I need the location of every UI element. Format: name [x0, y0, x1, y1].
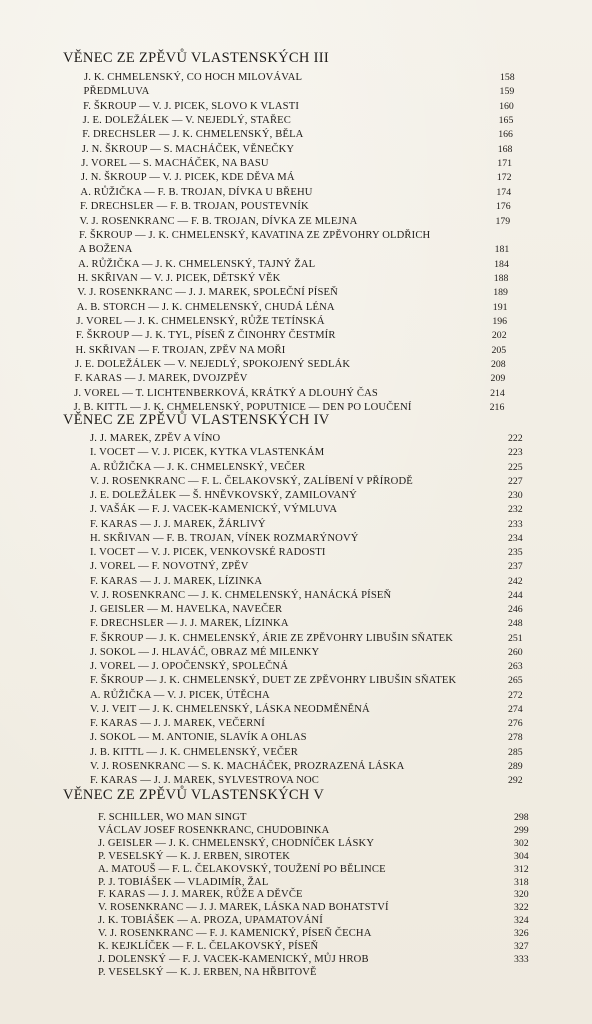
entry-title: P. VESELSKÝ — K. J. ERBEN, NA HŘBITOVĚ [98, 966, 317, 978]
toc-entry [0, 301, 592, 314]
section-title: VĚNEC ZE ZPĚVŮ VLASTENSKÝCH III [63, 50, 329, 66]
entry-title: V. J. ROSENKRANC — F. B. TROJAN, DÍVKA ZE MLEJNA [79, 215, 358, 227]
toc-entry [0, 940, 592, 953]
toc-entry [0, 200, 592, 213]
entry-title: F. KARAS — J. J. MAREK, ŽÁRLIVÝ [90, 518, 266, 530]
toc-entry [0, 760, 592, 773]
entry-page-number: 176 [495, 201, 511, 213]
entry-title: H. SKŘIVAN — F. TROJAN, ZPĚV NA MOŘI [75, 344, 286, 356]
entry-page-number: 158 [500, 72, 515, 83]
entry-page-number: 265 [508, 675, 523, 687]
entry-page-number: 159 [499, 86, 515, 98]
entry-page-number: 227 [508, 475, 523, 487]
entry-page-number: 274 [508, 703, 523, 715]
toc-entry [0, 617, 592, 630]
entry-page-number: 246 [508, 604, 523, 615]
entry-page-number: 322 [514, 902, 529, 914]
toc-entry [0, 603, 592, 616]
entry-title: F. KARAS — J. J. MAREK, VEČERNÍ [90, 718, 265, 729]
toc-entry [0, 546, 592, 559]
toc-entry [0, 532, 592, 545]
toc-entry [0, 966, 592, 979]
entry-title: J. VOREL — T. LICHTENBERKOVÁ, KRÁTKÝ A DLOUHÝ ČAS [74, 387, 378, 399]
entry-page-number: 327 [514, 941, 529, 952]
entry-title: V. ROSENKRANC — J. J. MAREK, LÁSKA NAD BOHATSTVÍ [98, 902, 389, 914]
toc-entry [0, 660, 592, 673]
entry-title: V. J. VEIT — J. K. CHMELENSKÝ, LÁSKA NEODMĚNĚNÁ [90, 703, 370, 715]
entry-page-number: 324 [514, 915, 529, 927]
entry-title: J. E. DOLEŽÁLEK — V. NEJEDLÝ, STAŘEC [82, 115, 292, 127]
entry-page-number: 234 [508, 532, 523, 544]
entry-title: J. VOREL — S. MACHÁČEK, NA BASU [81, 158, 269, 170]
entry-title: F. KARAS — J. J. MAREK, LÍZINKA [90, 575, 263, 587]
entry-page-number: 166 [498, 129, 513, 141]
entry-title: V. J. ROSENKRANC — J. K. CHMELENSKÝ, HANÁCKÁ PÍSEŇ [90, 589, 392, 601]
entry-title: H. SKŘIVAN — V. J. PICEK, DĚTSKÝ VĚK [77, 272, 281, 284]
entry-page-number: 196 [492, 315, 508, 327]
entry-title: J. J. MAREK, ZPĚV A VÍNO [90, 433, 221, 444]
toc-entry [0, 358, 592, 371]
toc-entry [0, 927, 592, 940]
entry-page-number: 208 [491, 359, 506, 370]
toc-entry [0, 731, 592, 744]
entry-title: J. GEISLER — M. HAVELKA, NAVEČER [90, 604, 283, 615]
entry-title: J. N. ŠKROUP — S. MACHÁČEK, VĚNEČKY [81, 143, 295, 155]
toc-entry [0, 953, 592, 966]
toc-entry [0, 432, 592, 445]
toc-entry [0, 272, 592, 285]
toc-entry [0, 589, 592, 602]
entry-page-number: 214 [490, 387, 505, 399]
entry-page-number: 189 [493, 287, 508, 299]
toc-entry [0, 186, 592, 199]
entry-page-number: 216 [489, 402, 505, 414]
entry-title: F. ŠKROUP — J. K. TYL, PÍSEŇ Z ČINOHRY ČESTMÍR [75, 330, 336, 342]
toc-entry [0, 674, 592, 687]
entry-page-number: 333 [514, 953, 529, 965]
toc-entry [0, 258, 592, 271]
entry-page-number: 230 [508, 490, 523, 501]
entry-page-number: 237 [508, 561, 523, 573]
entry-page-number: 276 [508, 718, 523, 729]
toc-entry [0, 85, 592, 98]
section-title: VĚNEC ZE ZPĚVŮ VLASTENSKÝCH V [63, 787, 325, 803]
entry-title: A. B. STORCH — J. K. CHMELENSKÝ, CHUDÁ LÉNA [76, 301, 335, 313]
toc-entry [0, 215, 592, 228]
entry-page-number: 232 [508, 504, 523, 516]
entry-page-number: 272 [508, 689, 523, 701]
entry-page-number: 278 [508, 732, 523, 744]
entry-title: J. VOREL — F. NOVOTNÝ, ZPĚV [90, 561, 249, 573]
toc-entry [0, 863, 592, 876]
entry-title: J. K. CHMELENSKÝ, CO HOCH MILOVÁVAL [84, 72, 303, 83]
entry-page-number: 160 [499, 100, 514, 112]
toc-entry [0, 901, 592, 914]
entry-title: A. MATOUŠ — F. L. ČELAKOVSKÝ, TOUŽENÍ PO BĚLINCE [98, 863, 386, 875]
entry-title: V. J. ROSENKRANC — F. L. ČELAKOVSKÝ, ZALÍBENÍ V PŘÍRODĚ [90, 475, 413, 487]
entry-page-number: 302 [514, 837, 529, 849]
toc-entry [0, 850, 592, 863]
entry-page-number: 299 [514, 824, 529, 836]
toc-entry [0, 811, 592, 824]
entry-title: P. VESELSKÝ — K. J. ERBEN, SIROTEK [98, 850, 291, 862]
entry-page-number: 312 [514, 863, 529, 875]
entry-title: J. B. KITTL — J. K. CHMELENSKÝ, VEČER [90, 746, 299, 758]
toc-entry [0, 171, 592, 184]
toc-entry [0, 128, 592, 141]
entry-title: F. KARAS — J. MAREK, DVOJZPĚV [74, 373, 248, 385]
entry-page-number: 233 [508, 518, 523, 530]
entry-title: J. E. DOLEŽÁLEK — V. NEJEDLÝ, SPOKOJENÝ SEDLÁK [75, 359, 351, 370]
entry-title: J. N. ŠKROUP — V. J. PICEK, KDE DĚVA MÁ [80, 172, 295, 184]
entry-title: F. ŠKROUP — J. K. CHMELENSKÝ, KAVATINA ZE ZPĚVOHRY OLDŘICH [79, 229, 431, 241]
entry-title: F. DRECHSLER — J. K. CHMELENSKÝ, BĚLA [82, 129, 304, 141]
toc-entry [0, 329, 592, 342]
entry-title: A BOŽENA [78, 244, 133, 256]
entry-title: A. RŮŽIČKA — J. K. CHMELENSKÝ, TAJNÝ ŽAL [78, 258, 316, 270]
entry-page-number: 260 [508, 646, 523, 658]
entry-title: J. SOKOL — J. HLAVÁČ, OBRAZ MÉ MILENKY [90, 646, 320, 658]
toc-entry [0, 100, 592, 113]
toc-entry [0, 774, 592, 787]
entry-page-number: 191 [492, 301, 508, 313]
toc-entry [0, 372, 592, 385]
toc-entry [0, 575, 592, 588]
toc-entry [0, 489, 592, 502]
entry-title: F. KARAS — J. J. MAREK, RŮŽE A DĚVČE [98, 889, 303, 901]
entry-title: J. B. KITTL — J. K. CHMELENSKÝ, POPUTNICE — DEN PO LOUČENÍ [73, 402, 412, 414]
entry-page-number: 223 [508, 447, 523, 459]
entry-title: F. DRECHSLER — J. J. MAREK, LÍZINKA [90, 618, 289, 630]
toc-entry [0, 632, 592, 645]
entry-page-number: 184 [494, 258, 509, 270]
toc-entry [0, 824, 592, 837]
entry-title: F. ŠKROUP — J. K. CHMELENSKÝ, ÁRIE ZE ZPĚVOHRY LIBUŠIN SŇATEK [90, 632, 454, 644]
entry-page-number: 242 [508, 575, 523, 587]
section-title: VĚNEC ZE ZPĚVŮ VLASTENSKÝCH IV [63, 412, 330, 428]
entry-title: J. VOREL — J. OPOČENSKÝ, SPOLEČNÁ [90, 661, 289, 672]
entry-title: PŘEDMLUVA [83, 86, 150, 98]
entry-page-number: 205 [491, 344, 507, 356]
entry-page-number: 248 [508, 618, 523, 630]
toc-entry [0, 703, 592, 716]
entry-title: H. SKŘIVAN — F. B. TROJAN, VÍNEK ROZMARÝNOVÝ [90, 532, 359, 544]
entry-title: J. DOLENSKÝ — F. J. VACEK-KAMENICKÝ, MŮJ HROB [98, 953, 369, 965]
entry-page-number: 165 [498, 115, 514, 127]
toc-entry [0, 503, 592, 516]
entry-page-number: 251 [508, 632, 523, 644]
toc-entry [0, 876, 592, 889]
entry-page-number: 202 [491, 330, 507, 342]
toc-entry [0, 475, 592, 488]
entry-page-number: 171 [497, 158, 512, 170]
toc-entry [0, 560, 592, 573]
entry-page-number: 298 [514, 812, 529, 823]
toc-entry [0, 646, 592, 659]
toc-entry [0, 243, 592, 256]
entry-title: F. ŠKROUP — J. K. CHMELENSKÝ, DUET ZE ZPĚVOHRY LIBUŠIN SŇATEK [90, 675, 457, 687]
entry-title: F. ŠKROUP — V. J. PICEK, SLOVO K VLASTI [83, 100, 300, 112]
entry-title: J. K. TOBIÁŠEK — A. PROZA, UPAMATOVÁNÍ [98, 915, 323, 927]
entry-title: A. RŮŽIČKA — V. J. PICEK, ÚTĚCHA [90, 689, 270, 701]
entry-page-number: 181 [494, 244, 510, 256]
toc-entry [0, 315, 592, 328]
entry-page-number: 235 [508, 547, 523, 558]
entry-page-number: 225 [508, 461, 523, 473]
entry-title: V. J. ROSENKRANC — F. J. KAMENICKÝ, PÍSEŇ ČECHA [98, 928, 372, 940]
toc-entry [0, 717, 592, 730]
entry-title: J. E. DOLEŽÁLEK — Š. HNĚVKOVSKÝ, ZAMILOVANÝ [90, 490, 357, 501]
entry-page-number: 174 [496, 186, 512, 198]
toc-entry [0, 71, 592, 84]
entry-page-number: 304 [514, 850, 529, 862]
entry-title: F. KARAS — J. J. MAREK, SYLVESTROVA NOC [90, 775, 319, 786]
toc-entry [0, 143, 592, 156]
entry-page-number: 188 [493, 272, 509, 284]
entry-title: I. VOCET — V. J. PICEK, KYTKA VLASTENKÁM [90, 447, 325, 459]
toc-entry [0, 446, 592, 459]
toc-entry [0, 888, 592, 901]
entry-page-number: 289 [508, 760, 523, 772]
entry-title: K. KEJKLÍČEK — F. L. ČELAKOVSKÝ, PÍSEŇ [98, 941, 319, 952]
entry-page-number: 179 [495, 215, 511, 227]
entry-page-number: 285 [508, 746, 523, 758]
entry-page-number: 318 [514, 876, 529, 888]
entry-page-number: 320 [514, 889, 529, 901]
toc-entry [0, 344, 592, 357]
toc-entry [0, 157, 592, 170]
toc-entry [0, 387, 592, 400]
toc-entry [0, 837, 592, 850]
toc-entry [0, 461, 592, 474]
entry-title: V. J. ROSENKRANC — J. J. MAREK, SPOLEČNÍ PÍSEŇ [77, 287, 338, 299]
entry-title: I. VOCET — V. J. PICEK, VENKOVSKÉ RADOSTI [90, 547, 326, 558]
toc-entry [0, 114, 592, 127]
entry-title: J. VAŠÁK — F. J. VACEK-KAMENICKÝ, VÝMLUVA [90, 504, 338, 516]
entry-page-number: 326 [514, 928, 529, 940]
entry-title: VÁCLAV JOSEF ROSENKRANC, CHUDOBINKA [98, 824, 330, 836]
toc-entry [0, 746, 592, 759]
entry-title: J. VOREL — J. K. CHMELENSKÝ, RŮŽE TETÍNSKÁ [76, 315, 325, 327]
entry-page-number: 209 [490, 373, 506, 385]
entry-page-number: 292 [508, 775, 523, 786]
entry-title: F. SCHILLER, WO MAN SINGT [98, 812, 247, 823]
entry-page-number: 222 [508, 433, 523, 444]
toc-entry [0, 689, 592, 702]
toc-entry [0, 229, 592, 242]
entry-title: F. DRECHSLER — F. B. TROJAN, POUSTEVNÍK [79, 201, 309, 213]
entry-title: J. SOKOL — M. ANTONIE, SLAVÍK A OHLAS [90, 732, 307, 744]
toc-entry [0, 518, 592, 531]
entry-page-number: 172 [496, 172, 512, 184]
entry-title: A. RŮŽIČKA — F. B. TROJAN, DÍVKA U BŘEHU [80, 186, 313, 198]
toc-entry [0, 914, 592, 927]
entry-page-number: 244 [508, 589, 523, 601]
entry-title: J. GEISLER — J. K. CHMELENSKÝ, CHODNÍČEK LÁSKY [98, 837, 375, 849]
entry-title: P. J. TOBIÁŠEK — VLADIMÍR, ŽAL [98, 876, 269, 888]
toc-entry [0, 286, 592, 299]
entry-title: V. J. ROSENKRANC — S. K. MACHÁČEK, PROZRAZENÁ LÁSKA [90, 760, 405, 772]
entry-page-number: 168 [497, 143, 513, 155]
entry-page-number: 263 [508, 661, 523, 672]
entry-title: A. RŮŽIČKA — J. K. CHMELENSKÝ, VEČER [90, 461, 306, 473]
